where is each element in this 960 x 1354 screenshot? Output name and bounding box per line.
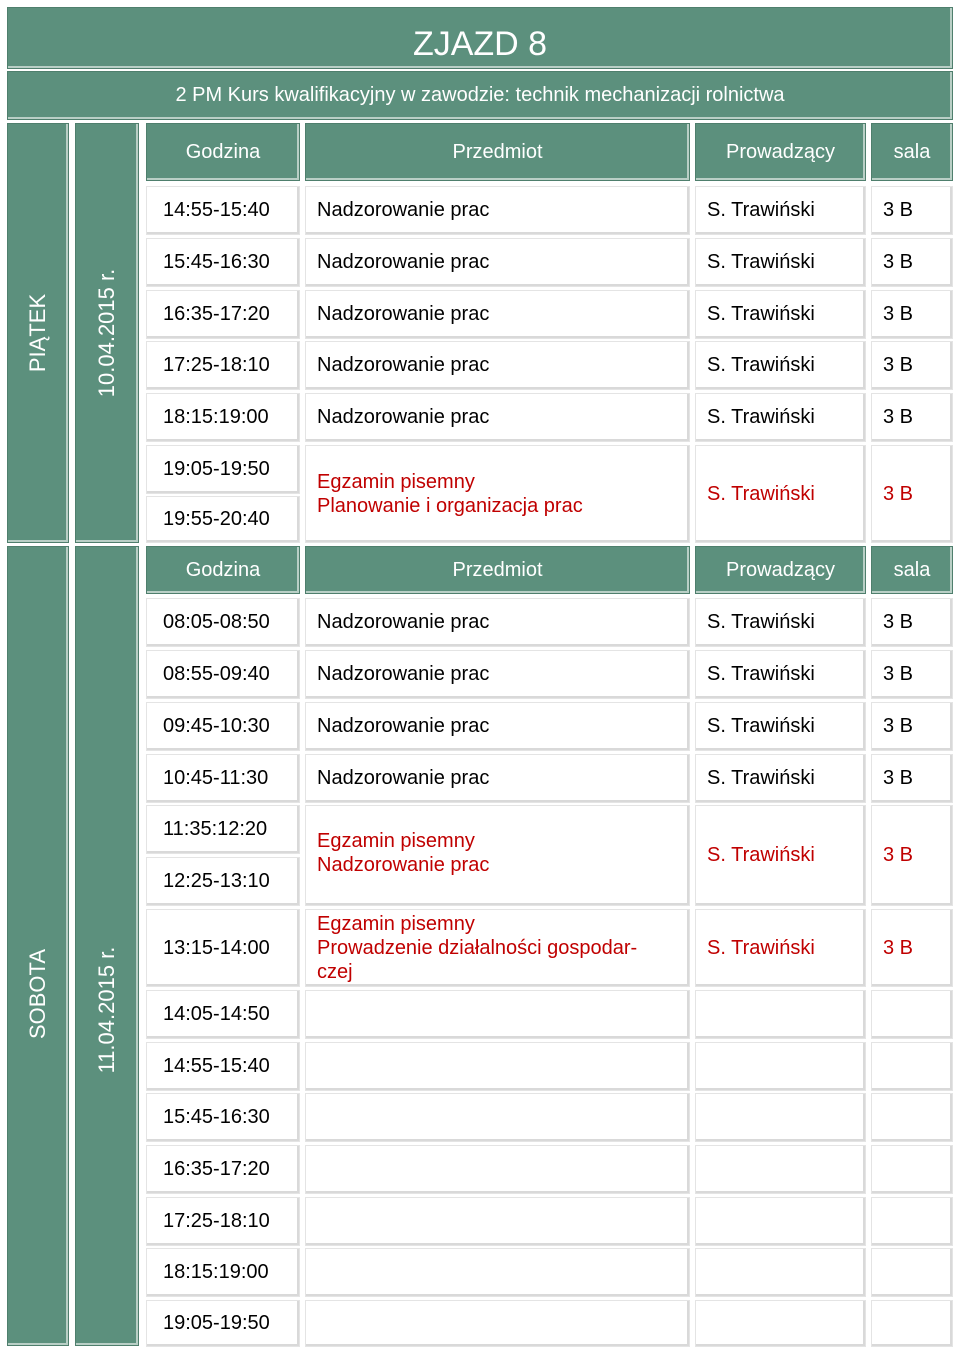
room-cell: 3 B (871, 393, 953, 442)
course-title: 2 PM Kurs kwalifikacyjny w zawodzie: technik mechanizacji rolnictwa (7, 71, 953, 120)
exam-label: Egzamin pisemny (317, 913, 475, 935)
room-cell: 3 B (871, 341, 953, 390)
time-cell: 18:15:19:00 (146, 1248, 300, 1297)
teacher-cell: S. Trawiński (695, 341, 866, 390)
empty-room-cell (871, 1300, 953, 1347)
time-cell: 14:55-15:40 (146, 1042, 300, 1091)
time-cell: 16:35-17:20 (146, 1145, 300, 1194)
time-cell: 14:05-14:50 (146, 990, 300, 1039)
time-cell: 12:25-13:10 (146, 857, 300, 906)
empty-teacher-cell (695, 1197, 866, 1246)
empty-room-cell (871, 1248, 953, 1297)
time-cell: 08:05-08:50 (146, 598, 300, 647)
time-cell: 19:55-20:40 (146, 496, 300, 543)
teacher-cell: S. Trawiński (695, 702, 866, 751)
date-text: 10.04.2015 r. (94, 268, 119, 398)
col-header-subject: Przedmiot (305, 123, 690, 181)
time-cell: 17:25-18:10 (146, 1197, 300, 1246)
time-cell: 17:25-18:10 (146, 341, 300, 390)
teacher-cell: S. Trawiński (695, 445, 866, 543)
empty-room-cell (871, 1042, 953, 1091)
teacher-cell: S. Trawiński (695, 290, 866, 339)
time-cell: 13:15-14:00 (146, 909, 300, 987)
col-header-time: Godzina (146, 546, 300, 594)
empty-teacher-cell (695, 1248, 866, 1297)
empty-room-cell (871, 1093, 953, 1142)
subject-cell: Nadzorowanie prac (305, 238, 690, 287)
empty-subject-cell (305, 1145, 690, 1194)
room-cell: 3 B (871, 805, 953, 906)
empty-room-cell (871, 990, 953, 1039)
exam-subject: Planowanie i organizacja prac (317, 495, 583, 517)
time-cell: 15:45-16:30 (146, 238, 300, 287)
empty-teacher-cell (695, 1145, 866, 1194)
exam-subject-cell (305, 805, 690, 906)
empty-teacher-cell (695, 1300, 866, 1347)
teacher-cell: S. Trawiński (695, 598, 866, 647)
empty-room-cell (871, 1145, 953, 1194)
time-cell: 08:55-09:40 (146, 650, 300, 699)
exam-subject-cell (305, 445, 690, 543)
empty-subject-cell (305, 1093, 690, 1142)
time-cell: 19:05-19:50 (146, 445, 300, 494)
subject-cell: Nadzorowanie prac (305, 702, 690, 751)
empty-subject-cell (305, 990, 690, 1039)
col-header-room: sala (871, 546, 953, 594)
teacher-cell: S. Trawiński (695, 909, 866, 987)
teacher-cell: S. Trawiński (695, 238, 866, 287)
exam-label: Egzamin pisemny (317, 471, 475, 493)
day-text: SOBOTA (25, 948, 50, 1039)
date-text: 11.04.2015 r. (94, 946, 119, 1074)
col-header-subject: Przedmiot (305, 546, 690, 594)
subject-cell: Nadzorowanie prac (305, 341, 690, 390)
time-cell: 09:45-10:30 (146, 702, 300, 751)
col-header-teacher: Prowadzący (695, 123, 866, 181)
time-cell: 15:45-16:30 (146, 1093, 300, 1142)
room-cell: 3 B (871, 445, 953, 543)
room-cell: 3 B (871, 754, 953, 803)
teacher-cell: S. Trawiński (695, 754, 866, 803)
day-label-friday (7, 123, 69, 543)
empty-subject-cell (305, 1197, 690, 1246)
time-cell: 11:35:12:20 (146, 805, 300, 854)
room-cell: 3 B (871, 909, 953, 987)
time-cell: 19:05-19:50 (146, 1300, 300, 1347)
col-header-teacher: Prowadzący (695, 546, 866, 594)
subject-cell: Nadzorowanie prac (305, 186, 690, 235)
time-cell: 18:15:19:00 (146, 393, 300, 442)
exam-subject: Nadzorowanie prac (317, 854, 490, 876)
teacher-cell: S. Trawiński (695, 186, 866, 235)
empty-teacher-cell (695, 1093, 866, 1142)
exam-label: Egzamin pisemny (317, 830, 475, 852)
empty-subject-cell (305, 1300, 690, 1347)
room-cell: 3 B (871, 238, 953, 287)
exam-subject-cell (305, 909, 690, 987)
room-cell: 3 B (871, 650, 953, 699)
subject-cell: Nadzorowanie prac (305, 754, 690, 803)
room-cell: 3 B (871, 186, 953, 235)
teacher-cell: S. Trawiński (695, 650, 866, 699)
room-cell: 3 B (871, 290, 953, 339)
time-cell: 14:55-15:40 (146, 186, 300, 235)
empty-subject-cell (305, 1042, 690, 1091)
teacher-cell: S. Trawiński (695, 805, 866, 906)
date-label-friday (75, 123, 139, 543)
day-text: PIĄTEK (25, 293, 50, 373)
room-cell: 3 B (871, 598, 953, 647)
subject-cell: Nadzorowanie prac (305, 598, 690, 647)
time-cell: 16:35-17:20 (146, 290, 300, 339)
room-cell: 3 B (871, 702, 953, 751)
time-cell: 10:45-11:30 (146, 754, 300, 803)
subject-cell: Nadzorowanie prac (305, 290, 690, 339)
page-title: ZJAZD 8 (7, 7, 953, 69)
empty-subject-cell (305, 1248, 690, 1297)
subject-cell: Nadzorowanie prac (305, 393, 690, 442)
empty-room-cell (871, 1197, 953, 1246)
col-header-time: Godzina (146, 123, 300, 181)
date-label-saturday (75, 546, 139, 1346)
day-label-saturday (7, 546, 69, 1346)
teacher-cell: S. Trawiński (695, 393, 866, 442)
exam-subject: Prowadzenie działalności gospodar- (317, 937, 638, 959)
empty-teacher-cell (695, 990, 866, 1039)
subject-cell: Nadzorowanie prac (305, 650, 690, 699)
col-header-room: sala (871, 123, 953, 181)
exam-subject-continued: czej (317, 961, 353, 983)
empty-teacher-cell (695, 1042, 866, 1091)
